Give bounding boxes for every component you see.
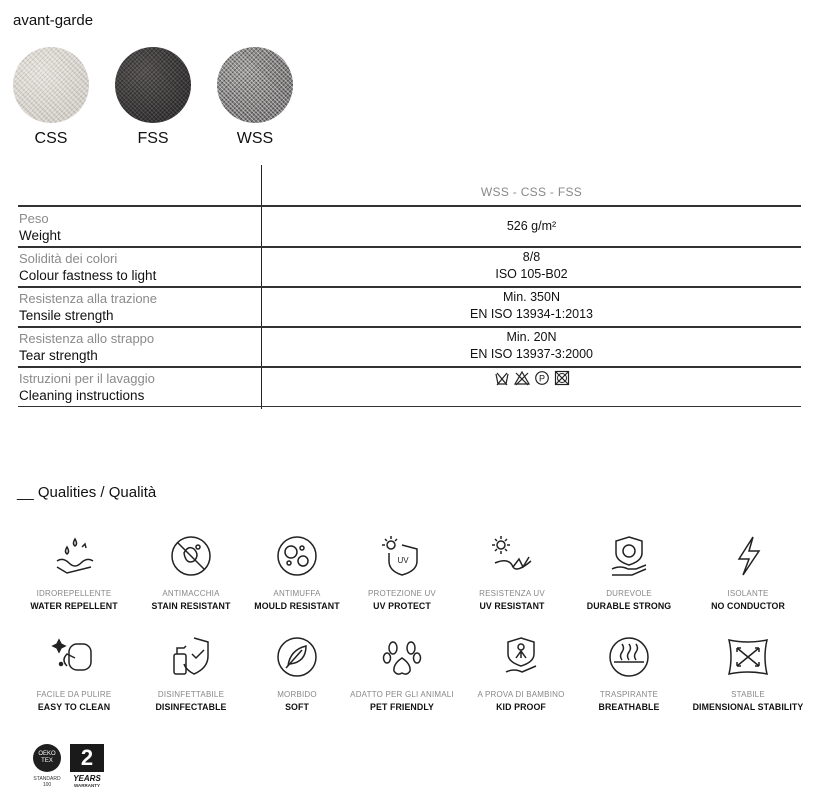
spec-value-line: 8/8 bbox=[522, 250, 541, 264]
stain-resistant-icon bbox=[168, 533, 214, 579]
oeko-tex-badge bbox=[32, 744, 62, 788]
spec-label-it: Peso bbox=[19, 211, 49, 226]
fabric-swatch-fss[interactable] bbox=[115, 47, 191, 123]
quality-label-it: ANTIMUFFA bbox=[273, 589, 321, 598]
quality-label-en: DURABLE STRONG bbox=[586, 601, 672, 611]
swatch-fss[interactable] bbox=[115, 47, 191, 148]
quality-no-conductor bbox=[688, 533, 808, 611]
no-bleach-icon bbox=[514, 370, 530, 386]
quality-label-en: UV RESISTANT bbox=[479, 601, 545, 611]
water-repellent-icon bbox=[51, 533, 97, 579]
uv-resistant-icon bbox=[489, 533, 535, 579]
swatch-css[interactable] bbox=[13, 47, 89, 148]
quality-disinfectable bbox=[131, 634, 251, 712]
no-wash-icon bbox=[494, 370, 510, 386]
quality-label-en: SOFT bbox=[285, 702, 309, 712]
quality-mould-resistant bbox=[237, 533, 357, 611]
quality-label-en: EASY TO CLEAN bbox=[37, 702, 111, 712]
quality-label-en: BREATHABLE bbox=[598, 702, 660, 712]
quality-water-repellent bbox=[14, 533, 134, 611]
spec-label-it: Solidità dei colori bbox=[19, 251, 118, 266]
quality-label-en: NO CONDUCTOR bbox=[711, 601, 785, 611]
quality-label-en: PET FRIENDLY bbox=[370, 702, 434, 712]
spec-value bbox=[262, 249, 801, 283]
spec-value bbox=[262, 218, 801, 235]
row-divider bbox=[18, 366, 801, 368]
quality-label-it: ADATTO PER GLI ANIMALI bbox=[350, 690, 454, 699]
lightning-icon bbox=[725, 533, 771, 579]
spec-row-weight bbox=[19, 210, 259, 245]
quality-breathable bbox=[569, 634, 689, 712]
quality-durable bbox=[569, 533, 689, 611]
swatch-wss[interactable] bbox=[217, 47, 293, 148]
quality-soft bbox=[237, 634, 357, 712]
quality-label-it: PROTEZIONE UV bbox=[368, 589, 436, 598]
spec-value-line: EN ISO 13937-3:2000 bbox=[470, 347, 593, 361]
warranty-badge bbox=[70, 744, 104, 788]
spec-value-line: Min. 20N bbox=[506, 330, 557, 344]
brand-name: avant-garde bbox=[13, 12, 94, 29]
warranty-number: 2 bbox=[70, 744, 104, 772]
spec-value-line: ISO 105-B02 bbox=[495, 267, 568, 281]
no-tumble-dry-icon bbox=[554, 370, 570, 386]
spec-value-line: Min. 350N bbox=[503, 290, 560, 304]
quality-label-en: DIMENSIONAL STABILITY bbox=[692, 702, 804, 712]
spec-value-line: 526 g/m² bbox=[506, 219, 557, 233]
spec-value bbox=[262, 289, 801, 323]
quality-label-en: DISINFECTABLE bbox=[155, 702, 227, 712]
warranty-years: YEARS bbox=[73, 774, 101, 783]
quality-easy-clean bbox=[14, 634, 134, 712]
spec-value bbox=[262, 329, 801, 363]
mould-resistant-icon bbox=[274, 533, 320, 579]
quality-label-it: FACILE DA PULIRE bbox=[36, 690, 112, 699]
spec-header: WSS - CSS - FSS bbox=[480, 185, 583, 199]
care-icons bbox=[262, 370, 801, 386]
breathable-icon bbox=[606, 634, 652, 680]
quality-label-it: ISOLANTE bbox=[727, 589, 769, 598]
quality-label-it: MORBIDO bbox=[277, 690, 317, 699]
quality-label-en: KID PROOF bbox=[496, 702, 546, 712]
quality-label-en: UV PROTECT bbox=[373, 601, 431, 611]
spec-label-en: Cleaning instructions bbox=[19, 388, 145, 403]
spec-label-it: Istruzioni per il lavaggio bbox=[19, 371, 155, 386]
row-divider bbox=[18, 406, 801, 407]
spec-row-cleaning bbox=[19, 370, 259, 405]
quality-label-it: A PROVA DI BAMBINO bbox=[477, 690, 565, 699]
quality-label-it: RESISTENZA UV bbox=[479, 589, 545, 598]
spec-label-en: Tensile strength bbox=[19, 308, 114, 323]
quality-label-en: WATER REPELLENT bbox=[30, 601, 118, 611]
quality-pet-friendly bbox=[342, 634, 462, 712]
spec-label-it: Resistenza allo strappo bbox=[19, 331, 155, 346]
durable-icon bbox=[606, 533, 652, 579]
row-divider bbox=[18, 205, 801, 207]
spec-label-en: Weight bbox=[19, 228, 61, 243]
feather-icon bbox=[274, 634, 320, 680]
svg-text:UV: UV bbox=[397, 556, 409, 565]
dry-clean-p-icon bbox=[534, 370, 550, 386]
quality-label-it: ANTIMACCHIA bbox=[162, 589, 220, 598]
disinfectable-icon bbox=[168, 634, 214, 680]
spec-label-it: Resistenza alla trazione bbox=[19, 291, 158, 306]
row-divider bbox=[18, 286, 801, 288]
svg-text:P: P bbox=[538, 373, 545, 384]
spec-row-tear bbox=[19, 330, 259, 365]
quality-label-it: DUREVOLE bbox=[606, 589, 652, 598]
stability-icon bbox=[725, 634, 771, 680]
spec-row-colour-fastness bbox=[19, 250, 259, 285]
paw-icon bbox=[379, 634, 425, 680]
kid-proof-icon bbox=[498, 634, 544, 680]
spec-table bbox=[18, 165, 801, 409]
uv-protect-icon bbox=[379, 533, 425, 579]
quality-kid-proof bbox=[461, 634, 581, 712]
swatch-label: FSS bbox=[137, 130, 169, 147]
row-divider bbox=[18, 326, 801, 328]
quality-label-it: TRASPIRANTE bbox=[599, 690, 659, 699]
quality-label-it: DISINFETTABILE bbox=[157, 690, 225, 699]
spec-value-line: EN ISO 13934-1:2013 bbox=[470, 307, 593, 321]
qualities-title: __ Qualities / Qualità bbox=[17, 484, 157, 501]
warranty-text: WARRANTY bbox=[74, 783, 100, 788]
spec-label-en: Colour fastness to light bbox=[19, 268, 157, 283]
spec-row-tensile bbox=[19, 290, 259, 325]
row-divider bbox=[18, 246, 801, 248]
quality-label-it: IDROREPELLENTE bbox=[36, 589, 112, 598]
quality-dimensional-stability bbox=[688, 634, 808, 712]
quality-label-en: STAIN RESISTANT bbox=[151, 601, 231, 611]
quality-uv-resistant bbox=[452, 533, 572, 611]
oeko-tex-standard: STANDARD 100 bbox=[33, 776, 61, 788]
quality-label-it: STABILE bbox=[731, 690, 765, 699]
quality-stain-resistant bbox=[131, 533, 251, 611]
easy-clean-icon bbox=[51, 634, 97, 680]
fabric-swatch-wss[interactable] bbox=[217, 47, 293, 123]
fabric-swatch-css[interactable] bbox=[13, 47, 89, 123]
spec-label-en: Tear strength bbox=[19, 348, 98, 363]
quality-label-en: MOULD RESISTANT bbox=[254, 601, 340, 611]
swatch-label: WSS bbox=[236, 130, 274, 147]
oeko-tex-logo: OEKO TEX bbox=[33, 744, 61, 772]
quality-uv-protect bbox=[342, 533, 462, 611]
swatch-label: CSS bbox=[34, 130, 68, 147]
